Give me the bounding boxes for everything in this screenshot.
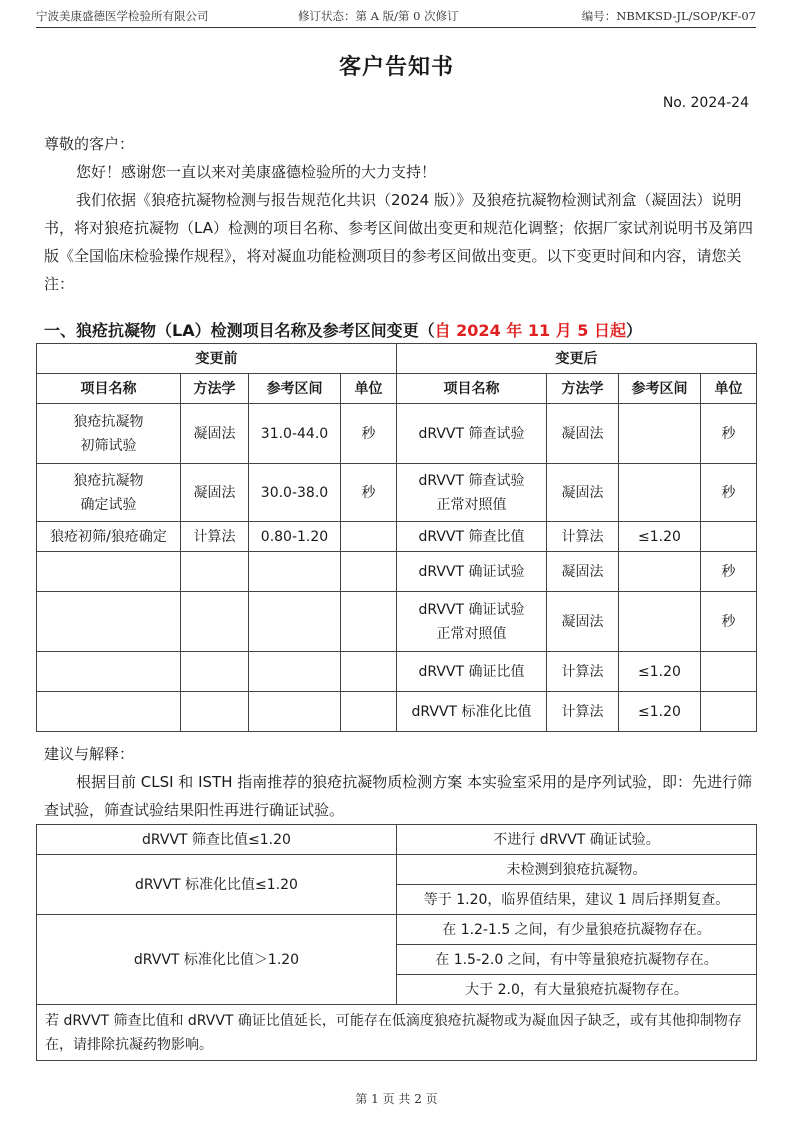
page-header — [36, 6, 756, 28]
table-cell: 凝固法 — [181, 404, 249, 464]
header-revision: 修订状态：第 A 版/第 0 次修订 — [298, 9, 459, 23]
section-1-heading — [44, 318, 642, 341]
table-cell: dRVVT 筛查试验 — [397, 404, 547, 464]
column-header: 单位 — [341, 374, 397, 404]
table-row — [37, 915, 757, 945]
table-cell: dRVVT 确证试验 — [397, 552, 547, 592]
table-cell — [341, 652, 397, 692]
table-cell: dRVVT 确证比值 — [397, 652, 547, 692]
document-number: No. 2024-24 — [662, 95, 749, 111]
table-cell: dRVVT 确证试验 正常对照值 — [397, 592, 547, 652]
before-group-header: 变更前 — [37, 344, 397, 374]
table-cell — [619, 552, 701, 592]
table-cell: 凝固法 — [547, 552, 619, 592]
table-row — [37, 692, 757, 732]
table-cell — [249, 592, 341, 652]
table-cell — [619, 404, 701, 464]
column-header-row — [37, 374, 757, 404]
table-row — [37, 522, 757, 552]
table-cell: 计算法 — [547, 522, 619, 552]
table-cell: ≤1.20 — [619, 652, 701, 692]
table-row — [37, 825, 757, 855]
table-cell: 凝固法 — [547, 404, 619, 464]
advice-title: 建议与解释： — [44, 745, 135, 763]
table-cell: 0.80-1.20 — [249, 522, 341, 552]
column-header: 项目名称 — [397, 374, 547, 404]
column-header: 单位 — [701, 374, 757, 404]
table-row — [37, 552, 757, 592]
column-header: 方法学 — [181, 374, 249, 404]
table-cell — [37, 592, 181, 652]
table-cell — [249, 652, 341, 692]
table-cell: 不进行 dRVVT 确证试验。 — [397, 825, 757, 855]
table-cell: 秒 — [701, 552, 757, 592]
intro-line-1: 您好！感谢您一直以来对美康盛德检验所的大力支持！ — [76, 163, 437, 181]
table-cell: dRVVT 标准化比值 — [397, 692, 547, 732]
table-cell — [619, 464, 701, 522]
table-row — [37, 652, 757, 692]
table-cell: 狼疮抗凝物 初筛试验 — [37, 404, 181, 464]
table-cell — [341, 592, 397, 652]
table-cell: 凝固法 — [547, 592, 619, 652]
interpretation-note: 若 dRVVT 筛查比值和 dRVVT 确证比值延长，可能存在低滴度狼疮抗凝物或为凝血因子缺乏，或有其他抑制物存在，请排除抗凝药物影响。 — [37, 1005, 757, 1061]
column-header: 方法学 — [547, 374, 619, 404]
table-cell: 秒 — [341, 404, 397, 464]
table-cell — [341, 552, 397, 592]
advice-text: 根据目前 CLSI 和 ISTH 指南推荐的狼疮抗凝物质检测方案 本实验室采用的是序列试验，即：先进行筛查试验，筛查试验结果阳性再进行确证试验。 — [44, 773, 753, 819]
table-row — [37, 404, 757, 464]
table-cell — [37, 652, 181, 692]
table-cell — [181, 652, 249, 692]
table-cell: 30.0-38.0 — [249, 464, 341, 522]
table-cell: 狼疮初筛/狼疮确定 — [37, 522, 181, 552]
table-row — [37, 344, 757, 374]
section-1-heading-close: ） — [625, 321, 642, 340]
table-cell — [181, 552, 249, 592]
table-cell: dRVVT 筛查比值 — [397, 522, 547, 552]
table-cell: 狼疮抗凝物 确定试验 — [37, 464, 181, 522]
table-cell: 秒 — [701, 464, 757, 522]
column-header: 项目名称 — [37, 374, 181, 404]
table-cell — [181, 692, 249, 732]
section-1-heading-text: 一、狼疮抗凝物（LA）检测项目名称及参考区间变更（ — [44, 321, 435, 340]
table-cell: 凝固法 — [181, 464, 249, 522]
table-cell: ≤1.20 — [619, 692, 701, 732]
after-group-header: 变更后 — [397, 344, 757, 374]
table-cell: 在 1.2-1.5 之间，有少量狼疮抗凝物存在。 — [397, 915, 757, 945]
table-cell — [341, 522, 397, 552]
table-row — [37, 464, 757, 522]
table-cell — [181, 592, 249, 652]
header-code: 编号：NBMKSD-JL/SOP/KF-07 — [581, 9, 756, 23]
table-cell: 大于 2.0，有大量狼疮抗凝物存在。 — [397, 975, 757, 1005]
header-company: 宁波美康盛德医学检验所有限公司 — [36, 9, 209, 23]
table-cell — [701, 522, 757, 552]
table-cell: 31.0-44.0 — [249, 404, 341, 464]
table-cell — [37, 692, 181, 732]
document-title: 客户告知书 — [338, 55, 454, 80]
change-table — [36, 343, 757, 732]
page-footer: 第 1 页 共 2 页 — [355, 1092, 438, 1106]
table-cell: 计算法 — [181, 522, 249, 552]
table-row — [37, 855, 757, 885]
table-cell: 计算法 — [547, 652, 619, 692]
section-1-effective-date: 自 2024 年 11 月 5 日起 — [434, 321, 626, 340]
table-cell — [701, 652, 757, 692]
column-header: 参考区间 — [249, 374, 341, 404]
table-cell: 等于 1.20，临界值结果，建议 1 周后择期复查。 — [397, 885, 757, 915]
table-cell: 秒 — [341, 464, 397, 522]
table-cell: 秒 — [701, 404, 757, 464]
column-header: 参考区间 — [619, 374, 701, 404]
table-cell: 在 1.5-2.0 之间，有中等量狼疮抗凝物存在。 — [397, 945, 757, 975]
table-cell — [249, 692, 341, 732]
table-cell: dRVVT 标准化比值＞1.20 — [37, 915, 397, 1005]
table-cell — [701, 692, 757, 732]
table-cell: 凝固法 — [547, 464, 619, 522]
table-cell: 未检测到狼疮抗凝物。 — [397, 855, 757, 885]
table-cell — [37, 552, 181, 592]
table-cell — [619, 592, 701, 652]
table-row — [37, 592, 757, 652]
table-row — [37, 1005, 757, 1061]
intro-paragraph-2: 我们依据《狼疮抗凝物检测与报告规范化共识（2024 版）》及狼疮抗凝物检测试剂盒（凝固法）说明书，将对狼疮抗凝物（LA）检测的项目名称、参考区间做出变更和规范化调整；依据厂家试剂说明书及第四版《全国临床检验操作规程》，将对凝血功能检测项目的参考区间做出变更。以下变更时间和内容，请您关注： — [44, 191, 753, 293]
table-cell: dRVVT 筛查比值≤1.20 — [37, 825, 397, 855]
table-cell: ≤1.20 — [619, 522, 701, 552]
table-cell: 计算法 — [547, 692, 619, 732]
table-cell: dRVVT 标准化比值≤1.20 — [37, 855, 397, 915]
greeting: 尊敬的客户： — [44, 135, 135, 153]
table-cell: 秒 — [701, 592, 757, 652]
table-cell — [249, 552, 341, 592]
table-cell — [341, 692, 397, 732]
interpretation-table — [36, 824, 757, 1061]
table-cell: dRVVT 筛查试验 正常对照值 — [397, 464, 547, 522]
